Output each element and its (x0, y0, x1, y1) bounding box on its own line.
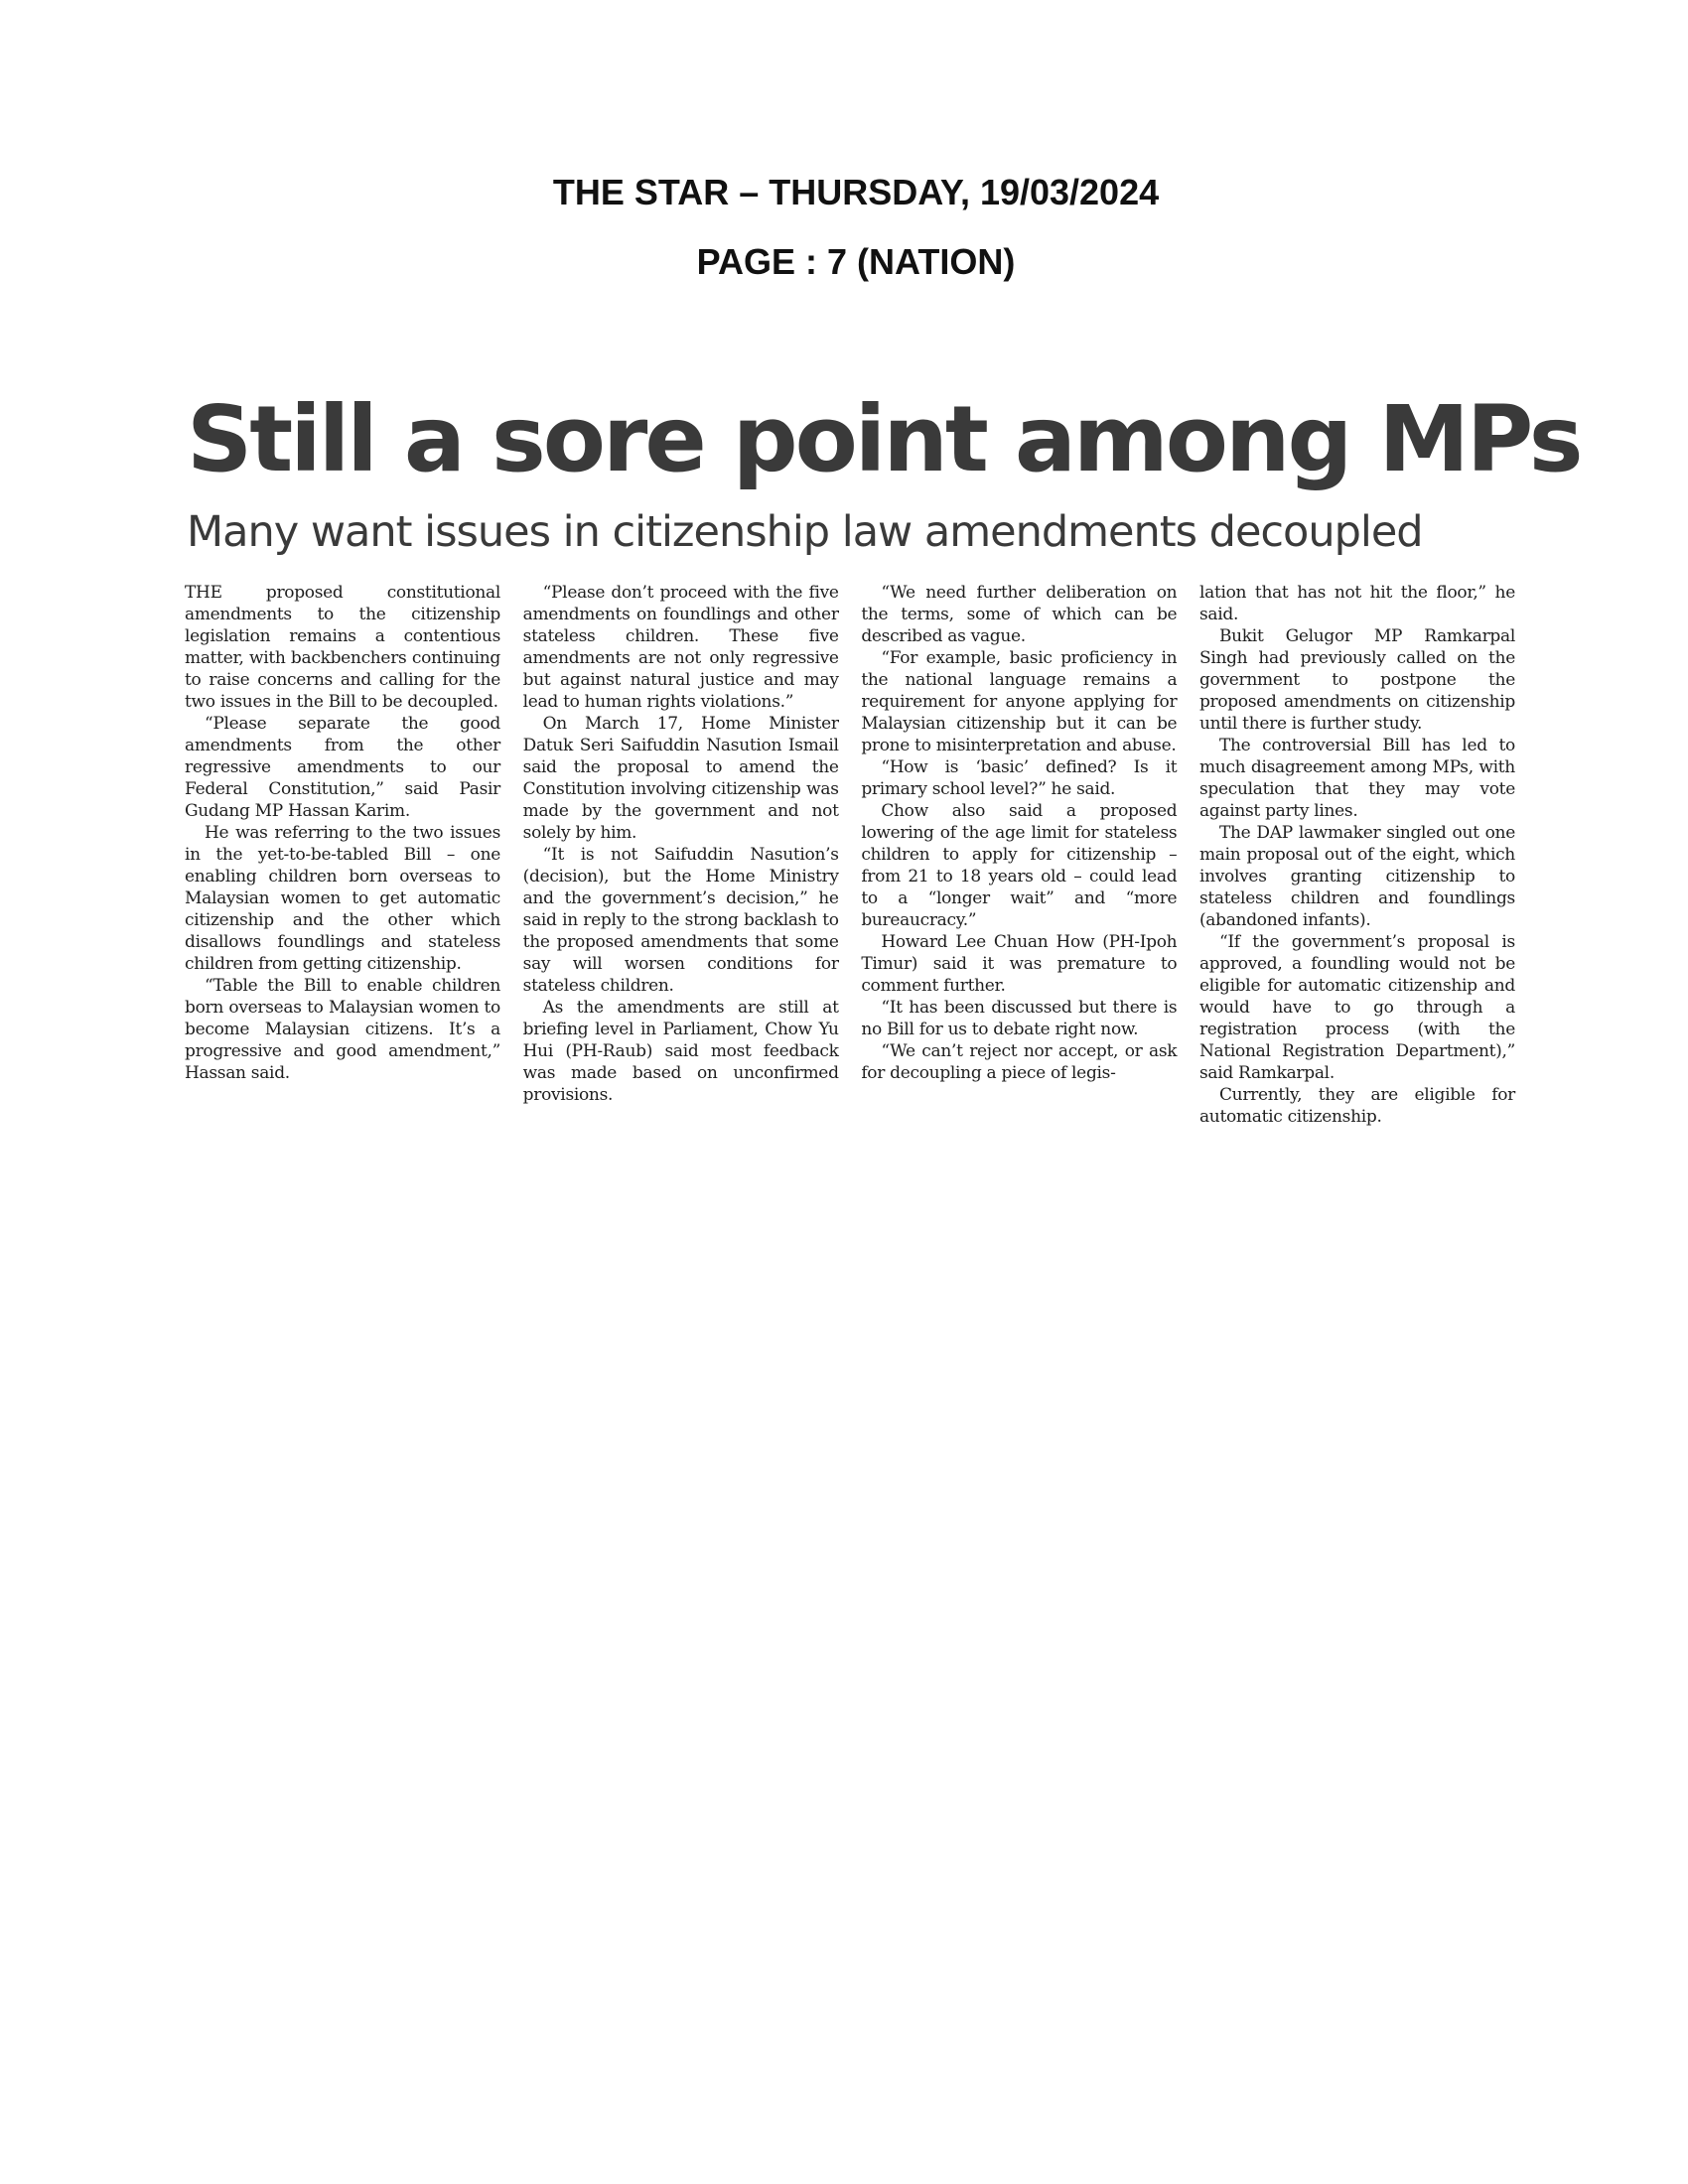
paragraph: Howard Lee Chuan How (PH-Ipoh Timur) said it was premature to comment further. (861, 932, 1178, 996)
article-body (185, 582, 1515, 1128)
subheadline: Many want issues in citizenship law amendments decoupled (187, 507, 1423, 557)
paragraph: “It is not Saifuddin Nasution’s (decision), but the Home Ministry and the government’s decision,” he said in reply to the strong backlash to the proposed amendments that some say will worsen conditions for stateless children. (522, 845, 839, 996)
paragraph: “It has been discussed but there is no Bill for us to debate right now. (861, 998, 1178, 1039)
paragraph: Bukit Gelugor MP Ramkarpal Singh had previously called on the government to postpone the proposed amendments on citizenship until there is further study. (1198, 626, 1515, 734)
news-clipping (185, 385, 1581, 1150)
paragraph: “Please separate the good amendments from the other regressive amendments to our Federal Constitution,” said Pasir Gudang MP Hassan Karim. (185, 714, 500, 821)
paragraph: Chow also said a proposed lowering of the age limit for stateless children to apply for citizenship – from 21 to 18 years old – could lead to a “longer wait” and “more bureaucracy.” (861, 801, 1178, 930)
publication-date-line: THE STAR – THURSDAY, 19/03/2024 (552, 172, 1160, 212)
paragraph: “We can’t reject nor accept, or ask for decoupling a piece of legis- (861, 1041, 1178, 1083)
article-column-2 (523, 582, 839, 1128)
paragraph: “For example, basic proficiency in the national language remains a requirement for anyone applying for Malaysian citizenship but it can be prone to misinterpretation and abuse. (861, 648, 1178, 755)
paragraph: “We need further deliberation on the terms, some of which can be described as vague. (861, 583, 1178, 646)
paragraph: As the amendments are still at briefing level in Parliament, Chow Yu Hui (PH-Raub) said most feedback was made based on unconfirmed provisions. (522, 998, 839, 1105)
paragraph: “Table the Bill to enable children born overseas to Malaysian women to become Malaysian citizens. It’s a progressive and good amendment,” Hassan said. (185, 976, 500, 1083)
paragraph: lation that has not hit the floor,” he said. (1198, 583, 1515, 624)
article-column-1 (185, 582, 500, 1128)
paragraph: “Please don’t proceed with the five amendments on foundlings and other stateless children. These five amendments are not only regressive but against natural justice and may lead to human rights violations.” (522, 583, 839, 712)
paragraph: The DAP lawmaker singled out one main proposal out of the eight, which involves granting citizenship to stateless children and foundlings (abandoned infants). (1198, 823, 1515, 930)
paragraph: THE proposed constitutional amendments to the citizenship legislation remains a contentious matter, with backbenchers continuing to raise concerns and calling for the two issues in the Bill to be decoupled. (185, 583, 500, 712)
headline: Still a sore point among MPs (187, 386, 1581, 492)
paragraph: The controversial Bill has led to much disagreement among MPs, with speculation that they may vote against party lines. (1198, 736, 1515, 821)
paragraph: He was referring to the two issues in the yet-to-be-tabled Bill – one enabling children born overseas to Malaysian women to get automatic citizenship and the other which disallows foundlings and stateless children from getting citizenship. (185, 823, 500, 974)
paragraph: Currently, they are eligible for automatic citizenship. (1198, 1085, 1515, 1127)
article-column-4 (1199, 582, 1515, 1128)
page-section-line: PAGE : 7 (NATION) (696, 241, 1016, 282)
paragraph: “If the government’s proposal is approved, a foundling would not be eligible for automatic citizenship and would have to go through a registration process (with the National Registration Department),” said Ramkarpal. (1198, 932, 1515, 1083)
paragraph: On March 17, Home Minister Datuk Seri Saifuddin Nasution Ismail said the proposal to amend the Constitution involving citizenship was made by the government and not solely by him. (522, 714, 839, 843)
article-column-3 (861, 582, 1177, 1128)
paragraph: “How is ‘basic’ defined? Is it primary school level?” he said. (861, 757, 1178, 799)
